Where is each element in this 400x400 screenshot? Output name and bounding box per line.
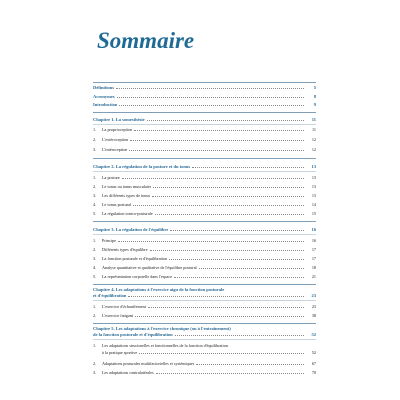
dot-leader bbox=[155, 213, 304, 215]
toc-section[interactable] bbox=[93, 370, 316, 375]
chapter-page: 16 bbox=[311, 227, 316, 232]
entry-label: Introduction bbox=[93, 102, 118, 107]
chapter-title-last-line bbox=[93, 332, 316, 337]
section-page: 52 bbox=[311, 350, 316, 355]
section-page: 16 bbox=[311, 238, 316, 243]
divider bbox=[93, 300, 316, 301]
entry-page: 5 bbox=[313, 85, 316, 90]
section-page: 67 bbox=[311, 361, 316, 366]
toc-section[interactable] bbox=[93, 211, 316, 216]
section-number: 2. bbox=[93, 184, 97, 189]
chapter-title-last-line bbox=[93, 293, 316, 298]
entry-page: 9 bbox=[313, 102, 316, 107]
toc-chapter-3[interactable] bbox=[93, 227, 316, 232]
section-number: 3. bbox=[93, 370, 97, 375]
dot-leader bbox=[170, 229, 304, 231]
section-page: 13 bbox=[311, 184, 316, 189]
chapter-title-line: Chapitre 4. Les adaptations à l'exercice aigu de la fonction posturale bbox=[93, 287, 225, 292]
section-page: 18 bbox=[311, 265, 316, 270]
toc-section[interactable] bbox=[93, 175, 316, 180]
section-page: 17 bbox=[311, 247, 316, 252]
toc-section[interactable] bbox=[93, 313, 316, 318]
dot-leader bbox=[150, 249, 304, 251]
dot-leader bbox=[192, 166, 304, 168]
toc-section[interactable] bbox=[93, 343, 316, 348]
section-page: 12 bbox=[311, 147, 316, 152]
section-label: La fonction posturale et d'équilibration bbox=[102, 256, 168, 261]
dot-leader bbox=[152, 195, 304, 197]
section-label: La proprioception bbox=[102, 127, 133, 132]
chapter-title: Chapitre 1. La somesthésie bbox=[93, 117, 145, 122]
divider bbox=[93, 171, 316, 172]
toc-section[interactable] bbox=[93, 184, 316, 189]
dot-leader bbox=[148, 306, 304, 308]
toc-section[interactable] bbox=[93, 256, 316, 261]
dot-leader bbox=[175, 334, 304, 336]
entry-label: Acronymes bbox=[93, 94, 115, 99]
chapter-page: 23 bbox=[311, 292, 316, 298]
section-label: Différents types d'équilibre bbox=[102, 247, 148, 252]
section-number: 1. bbox=[93, 238, 97, 243]
chapter-title-line: et d'équilibration bbox=[93, 292, 127, 298]
toc-entry-acronymes[interactable] bbox=[93, 94, 316, 99]
section-label: Le tonus postural bbox=[102, 202, 132, 207]
dot-leader bbox=[116, 87, 304, 89]
toc-chapter-4[interactable] bbox=[93, 287, 316, 298]
section-page: 13 bbox=[311, 175, 316, 180]
section-label: L'exercice fatigant bbox=[102, 313, 134, 318]
chapter-title: Chapitre 2. La régulation de la posture et du tonus bbox=[93, 164, 191, 169]
toc-entry-introduction[interactable] bbox=[93, 102, 316, 107]
section-page: 11 bbox=[311, 127, 316, 132]
page-title: Sommaire bbox=[97, 28, 195, 53]
section-number: 2. bbox=[93, 361, 97, 366]
chapter-title-line: Chapitre 5. Les adaptations à l'exercice chronique (ou à l'entraînement) bbox=[93, 326, 231, 331]
section-label: Les adaptations contralatérales bbox=[102, 370, 154, 375]
section-label: Principe bbox=[102, 238, 116, 243]
divider bbox=[93, 124, 316, 125]
section-page: 21 bbox=[311, 274, 316, 279]
entry-label: Définitions bbox=[93, 85, 115, 90]
dot-leader bbox=[135, 315, 304, 317]
dot-leader bbox=[134, 129, 304, 131]
section-page: 14 bbox=[311, 202, 316, 207]
section-number: 5. bbox=[93, 211, 97, 216]
section-label: La posture bbox=[102, 175, 120, 180]
section-number: 2. bbox=[93, 247, 97, 252]
entry-page: 8 bbox=[313, 94, 316, 99]
section-page: 70 bbox=[311, 370, 316, 375]
section-page: 23 bbox=[311, 304, 316, 309]
toc-section[interactable] bbox=[93, 265, 316, 270]
section-number: 2. bbox=[93, 137, 97, 142]
section-number: 4. bbox=[93, 265, 97, 270]
section-number: 1. bbox=[93, 175, 97, 180]
section-number: 4. bbox=[93, 202, 97, 207]
divider bbox=[93, 82, 316, 83]
section-page: 13 bbox=[311, 193, 316, 198]
toc-section[interactable] bbox=[93, 137, 316, 142]
section-label: La représentation corporelle dans l'espace bbox=[102, 274, 173, 279]
toc-section[interactable] bbox=[93, 147, 316, 152]
section-number: 3. bbox=[93, 256, 97, 261]
divider bbox=[93, 158, 316, 159]
toc-entry-definitions[interactable] bbox=[93, 85, 316, 90]
section-page: 12 bbox=[311, 137, 316, 142]
dot-leader bbox=[118, 240, 304, 242]
section-label: L'exercice d'échauffement bbox=[102, 304, 146, 309]
divider bbox=[93, 339, 316, 340]
section-page: 17 bbox=[311, 256, 316, 261]
chapter-page: 13 bbox=[311, 164, 316, 169]
section-page: 15 bbox=[311, 211, 316, 216]
divider bbox=[93, 284, 316, 285]
toc-section[interactable] bbox=[93, 304, 316, 309]
section-number: 5. bbox=[93, 274, 97, 279]
section-label: L'extéroception bbox=[102, 137, 129, 142]
dot-leader bbox=[119, 104, 304, 106]
toc-section[interactable] bbox=[93, 127, 316, 132]
section-label: Adaptations posturales multifactorielles et systémiques bbox=[102, 361, 195, 366]
dot-leader bbox=[133, 204, 304, 206]
toc-section[interactable] bbox=[93, 274, 316, 279]
dot-leader bbox=[147, 119, 304, 121]
divider bbox=[93, 323, 316, 324]
chapter-page: 52 bbox=[311, 331, 316, 337]
toc-section[interactable] bbox=[93, 193, 316, 198]
dot-leader bbox=[169, 258, 304, 260]
divider bbox=[93, 221, 316, 222]
section-number: 1. bbox=[93, 127, 97, 132]
dot-leader bbox=[199, 267, 304, 269]
dot-leader bbox=[153, 186, 304, 188]
section-page: 38 bbox=[311, 313, 316, 318]
toc-chapter-1[interactable] bbox=[93, 117, 316, 122]
section-number: 1. bbox=[93, 343, 97, 348]
dot-leader bbox=[128, 295, 304, 297]
divider bbox=[93, 234, 316, 235]
toc-section-continued[interactable] bbox=[93, 350, 316, 355]
dot-leader bbox=[196, 363, 304, 365]
section-label: Les adaptations structurelles et fonctionnelles de la fonction d'équilibration bbox=[102, 343, 228, 348]
dot-leader bbox=[156, 372, 304, 374]
toc-chapter-2[interactable] bbox=[93, 164, 316, 169]
toc-section[interactable] bbox=[93, 238, 316, 243]
section-number: 3. bbox=[93, 147, 97, 152]
dot-leader bbox=[122, 177, 304, 179]
dot-leader bbox=[174, 276, 304, 278]
section-label: Le tonus ou tonus musculaire bbox=[102, 184, 152, 189]
section-label: L'intéroception bbox=[102, 147, 128, 152]
chapter-page: 11 bbox=[311, 117, 316, 122]
chapter-title-line: de la fonction posturale et d'équilibration bbox=[93, 331, 173, 337]
dot-leader bbox=[117, 96, 304, 98]
section-number: 1. bbox=[93, 304, 97, 309]
toc-section[interactable] bbox=[93, 202, 316, 207]
divider bbox=[93, 112, 316, 113]
dot-leader bbox=[139, 352, 304, 354]
dot-leader bbox=[129, 149, 304, 151]
section-label: à la pratique sportive bbox=[102, 350, 138, 355]
toc-chapter-5[interactable] bbox=[93, 326, 316, 337]
section-number: 2. bbox=[93, 313, 97, 318]
section-label: Les différents types de tonus bbox=[102, 193, 151, 198]
dot-leader bbox=[130, 139, 304, 141]
section-label: Analyse quantitative et qualitative de l'équilibre postural bbox=[102, 265, 197, 270]
toc-section[interactable] bbox=[93, 361, 316, 366]
section-label: La régulation tonico-posturale bbox=[102, 211, 153, 216]
chapter-title: Chapitre 3. La régulation de l'équilibre bbox=[93, 227, 169, 232]
section-number: 3. bbox=[93, 193, 97, 198]
toc-section[interactable] bbox=[93, 247, 316, 252]
